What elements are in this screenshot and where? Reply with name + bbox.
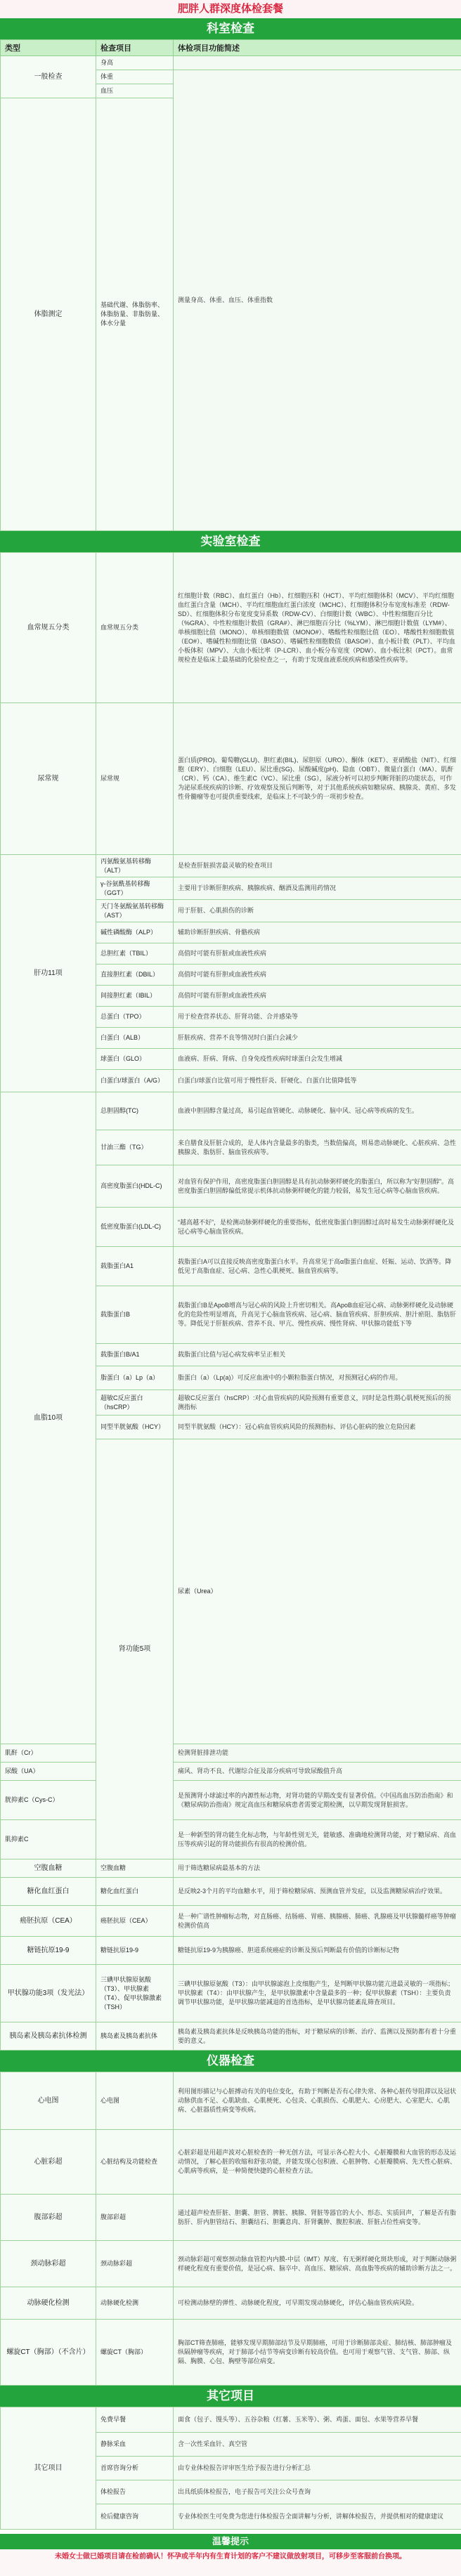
table-row [1, 1937, 461, 1965]
header-desc: 体检项目功能简述 [174, 40, 461, 56]
section-table [0, 2407, 461, 2530]
header-type: 类型 [1, 40, 96, 56]
category-cell: 心脏彩超 [1, 2130, 96, 2195]
item-cell: γ-谷氨酰基转移酶（GGT） [96, 877, 174, 900]
description-cell: 同型半胱氨酸（HCY）：冠心病血管疾病风险的预测指标、评估心脏病的独立危险因素 [174, 1416, 461, 1439]
description-cell: 三碘甲状腺原氨酸（T3）：由甲状腺滤泡上皮细胞产生，是判断甲状腺功能亢进最灵敏的一项指标；甲状腺素（T4）：由甲状腺产生，是甲状腺激素中含量最多的一种；促甲状腺素（TSH）：主要负责调节甲状腺功能，是甲状腺功能减退的首选指标，是甲状腺功能紊乱筛查项目。 [174, 1965, 461, 2022]
description-cell: 面食（包子、馒头等）、五谷杂粮（红薯、玉米等）、粥、鸡蛋、面包、水果等营养早餐 [174, 2407, 461, 2433]
section-title: 其它项目 [0, 2386, 461, 2407]
header-item: 检查项目 [96, 40, 174, 56]
page-title: 肥胖人群深度体检套餐 [0, 0, 461, 18]
description-cell [174, 56, 461, 70]
description-cell: 颈动脉彩超可观察颈动脉血管腔内内膜-中层（IMT）厚度、有无粥样硬化斑块形成，对于判断动脉粥样硬化程度有重要价值，是冠心病、脑卒中、高血压、糖尿病、高血脂等疾病的辅助诊断方法之一。 [174, 2241, 461, 2287]
category-cell: 尿常规 [1, 703, 96, 855]
section-table [0, 2072, 461, 2386]
tips-text: 未婚女士做已婚项目请在检前确认！怀孕或半年内有生育计划的客户不建议做放射项目，可移步至客服前台换项。 [0, 2549, 461, 2576]
description-cell: 是预测肾小球滤过率的内源性标志物，对肾功能的早期改变有显著价值。《中国高血压防治指南》和《糖尿病防治指南》规定高血压和糖尿病患者需要定期检测，以早期发现肾脏损害。 [174, 1781, 461, 1820]
item-cell: 体重 [96, 70, 174, 84]
table-row [1, 2022, 461, 2051]
item-cell: 尿常规 [96, 703, 174, 855]
sections-container [0, 18, 461, 2530]
item-cell: 超敏C反应蛋白（hsCRP） [96, 1390, 174, 1416]
description-cell: 糖链抗原19-9为胰腺癌、胆道系统癌症的诊断及预后判断最有价值的诊断标记物 [174, 1937, 461, 1965]
item-cell: 肌酐（Cr） [1, 1744, 96, 1763]
category-cell: 动脉硬化检测 [1, 2287, 96, 2320]
description-cell: 胰岛素及胰岛素抗体是反映胰岛功能的指标，对于糖尿病的诊断、治疗、监测以及预防都有着十分重要的意义。 [174, 2022, 461, 2051]
description-cell: 通过超声检查肝脏、胆囊、胆管、脾脏、胰腺、肾脏等器官的大小、形态、实质回声，了解是否有脂肪肝、肝内胆管结石、胆囊结石、胆囊息肉、肝肾囊肿、腹腔积液、肝脏占位性病变等。 [174, 2195, 461, 2241]
item-cell: 总蛋白（TPO） [96, 1007, 174, 1028]
table-row [1, 1859, 461, 1878]
category-cell: 血脂10项 [1, 1092, 96, 1744]
item-cell: 球蛋白（GLO） [96, 1049, 174, 1070]
section-title: 仪器检查 [0, 2051, 461, 2072]
item-cell: 空腹血糖 [96, 1859, 174, 1878]
description-cell: 肝脏疾病、营养不良等情况时白蛋白会减少 [174, 1028, 461, 1049]
description-cell: 超敏C反应蛋白（hsCRP）:对心血管疾病的风险预测有重要意义，同时是急性期心肌梗死预后的预测指标 [174, 1390, 461, 1416]
table-row [1, 1744, 461, 1763]
item-cell: 同型半胱氨酸（HCY） [96, 1416, 174, 1439]
description-cell: 可检测动脉壁的弹性、动脉硬化程度，可早期发现动脉硬化，评估心脑血管疾病风险。 [174, 2287, 461, 2320]
description-cell: 痛风、肾功不良、代谢综合征及部分疾病可导致尿酸值升高 [174, 1763, 461, 1781]
category-cell: 空腹血糖 [1, 1859, 96, 1878]
item-cell: 丙氨酸氨基转移酶（ALT） [96, 855, 174, 877]
description-cell: 心脏彩超是用超声波对心脏检查的一种无创方法，可显示各心腔大小、心脏瓣膜和大血管的形态及运动情况，了解心脏的收缩和舒张功能，并能发现心包积液、心脏肿物、心脏瓣膜病、先天性心脏病、心肌病等疾病，是一种简便快捷的心脏检查方法。 [174, 2130, 461, 2195]
item-cell: 颈动脉彩超 [96, 2241, 174, 2287]
category-cell: 腹部彩超 [1, 2195, 96, 2241]
description-cell: 红细胞计数（RBC）、血红蛋白（Hb）、红细胞压积（HCT）、平均红细胞体积（MCV）、平均红细胞血红蛋白含量（MCH）、平均红细胞血红蛋白浓度（MCHC）、红细胞体积分布宽度标准差（RDW-SD）、红细胞体积分布宽度变异系数（RDW-CV）、白细胞计数（WBC）、中性粒细胞百分比（%GRA）、中性粒细胞计数值（GRA#）、淋巴细胞百分比（%LYM）、淋巴细胞计数值（LYM#）、单核细胞比值（MONO）、单核细胞数值（MONO#）、嗜酸性粒细胞比值（EO）、嗜酸性粒细胞数值（EO#）、嗜碱性粒细胞比值（BASO）、嗜碱性粒细胞数值（BASO#）、血小板计数（PLT）、平均血小板体积（MPV）、大血小板比率（P-LCR）、血小板分布宽度（PDW）、血小板比积（PCT）。血常规检查是临床上最基础的化验检查之一，有助于发现血液系统疾病和感染性疾病等。 [174, 553, 461, 703]
table-row [1, 1092, 461, 1130]
description-cell: 检测肾脏排泄功能 [174, 1744, 461, 1763]
description-cell: 高值时可能有肝胆或血液性疾病 [174, 986, 461, 1007]
item-cell: 间接胆红素（IBIL） [96, 986, 174, 1007]
header-row [1, 40, 461, 56]
description-cell: 辅助诊断肝胆疾病、骨骼疾病 [174, 922, 461, 943]
item-cell: 血常规五分类 [96, 553, 174, 703]
table-row [1, 855, 461, 877]
description-cell: 用于筛选糖尿病最基本的方法 [174, 1859, 461, 1878]
category-cell: 肾功能5项 [96, 1439, 174, 1859]
table-row [1, 703, 461, 855]
table-row [1, 1906, 461, 1937]
item-cell: 甘油三酯（TG） [96, 1130, 174, 1165]
item-cell: 基础代谢、体脂肪率、体脂肪量、非脂肪量、体水分量 [96, 98, 174, 531]
description-cell: 用于检查营养状态、肝肾功能、合并感染等 [174, 1007, 461, 1028]
item-cell: 尿素（Urea） [174, 1439, 461, 1744]
table-row [1, 553, 461, 703]
item-cell: 脂蛋白（a）Lp（a） [96, 1366, 174, 1390]
description-cell: 白蛋白/球蛋白比值可用于慢性肝炎、肝硬化、白蛋白比值降低等 [174, 1070, 461, 1092]
item-cell: 载脂蛋白A1 [96, 1247, 174, 1286]
description-cell: 主要用于诊断肝胆疾病、胰腺疾病、酗酒及监测用药情况 [174, 877, 461, 900]
category-cell: 螺旋CT（胸部）（不含片） [1, 2320, 96, 2386]
description-cell: 脂蛋白（a）（Lp(a)）可反应血液中的小颗粒脂蛋白情况，对预测冠心病的作用。 [174, 1366, 461, 1390]
item-cell: 动脉硬化检测 [96, 2287, 174, 2320]
item-cell: 血压 [96, 84, 174, 98]
item-cell: 尿酸（UA） [1, 1763, 96, 1781]
item-cell: 载脂蛋白B/A1 [96, 1344, 174, 1366]
table-row [1, 56, 461, 70]
category-cell: 癌胚抗原（CEA） [1, 1906, 96, 1937]
item-cell: 癌胚抗原（CEA） [96, 1906, 174, 1937]
description-cell: 来自膳食及肝脏合成的，是人体内含量最多的脂类，当数值偏高，则易患动脉硬化、心脏疾病、急性胰腺炎、脂肪肝、脑血管疾病等。 [174, 1130, 461, 1165]
tips-title: 温馨提示 [0, 2534, 461, 2549]
item-cell: 免费早餐 [96, 2407, 174, 2433]
table-row [1, 1878, 461, 1906]
description-cell: 由专业体检报告评审医生给予报告进行分析汇总 [174, 2457, 461, 2480]
category-cell: 一般检查 [1, 56, 96, 98]
item-cell: 三碘甲状腺原氨酸（T3）、甲状腺素（T4）、促甲状腺激素（TSH） [96, 1965, 174, 2022]
item-cell: 糖化血红蛋白 [96, 1878, 174, 1906]
item-cell: 心电图 [96, 2072, 174, 2130]
item-cell: 白蛋白（ALB） [96, 1028, 174, 1049]
table-row [1, 2407, 461, 2433]
item-cell: 肌抑素C [1, 1820, 96, 1859]
item-cell: 天门冬氨酸氨基转移酶（AST） [96, 900, 174, 922]
description-cell: 蛋白质(PRO)、葡萄糖(GLU)、胆红素(BIL)、尿胆原（URO）、酮体（KET）、亚硝酸盐（NIT）、红细胞（ERY）、白细胞（LEU）、尿比重(SG)、尿酸碱度(pH)、隐血（OBT）、微量白蛋白（MA）、肌酐（CR）、钙（CA）、维生素C（VC）、尿比重（SG），尿液分析可以初步判断肾脏的功能状态，可作为泌尿系统疾病的诊断、疗效观察及预后判断等，对于其他系统疾病如糖尿病、胰腺炎、黄疸、多发性骨髓瘤等也可提供重要线索，是临床上不可缺少的一项初步检查。 [174, 703, 461, 855]
section-title: 实验室检查 [0, 531, 461, 552]
description-cell: 血液中胆固醇含量过高，易引起血管硬化、动脉硬化、脑中风、冠心病等疾病的发生。 [174, 1092, 461, 1130]
item-cell: 总胆固醇(TC) [96, 1092, 174, 1130]
item-cell: 糖链抗原19-9 [96, 1937, 174, 1965]
item-cell: 白蛋白/球蛋白（A/G） [96, 1070, 174, 1092]
description-cell: 胸部CT筛查肺癌，能够发现早期肺部结节及早期肺癌，可用于诊断肺部炎症、肺结核、肺部肿瘤及纵隔肿瘤等疾病，对于肺部小结节等病变诊断有较高价值。也可用于观察气管、支气管、肺部、纵隔、胸膜、心包、胸壁等部位病变。 [174, 2320, 461, 2386]
table-row [1, 2320, 461, 2386]
item-cell: 体检报告 [96, 2480, 174, 2504]
table-row [1, 2195, 461, 2241]
item-cell: 胱抑素C（Cys-C） [1, 1781, 96, 1820]
table-row [1, 2130, 461, 2195]
description-cell: “越高越不好”，是检测动脉粥样硬化的重要指标，低密度脂蛋白胆固醇过高时易发生动脉粥样硬化及冠心病等心脑血管疾病。 [174, 1208, 461, 1247]
category-cell: 胰岛素及胰岛素抗体检测 [1, 2022, 96, 2051]
category-cell: 其它项目 [1, 2407, 96, 2530]
description-cell: 对血管有保护作用，高密度脂蛋白胆固醇是具有抗动脉粥样硬化的脂蛋白，所以称为“好胆固醇”。高密度脂蛋白胆固醇偏低常提示机体抗动脉粥样硬化的能力较弱，易发生冠心病等心脑血管疾病。 [174, 1165, 461, 1208]
table-row [1, 2241, 461, 2287]
category-cell: 肝功11项 [1, 855, 96, 1092]
description-cell: 出具纸质体检报告，电子报告可关注公众号查询 [174, 2480, 461, 2504]
description-cell: 载脂蛋白B是ApoB增高与冠心病的风险上升密切相关。高ApoB血症冠心病、动脉粥样硬化及动脉硬化的危险性明显增高，升高见于心脑血管疾病、冠心病、脑血管疾病、肝胆疾病、胆汁瘀阻、脂肪肝等。降低见于肝脏疾病、营养不良、甲亢、慢性疾病、慢性肾病、甲状腺功能低下等 [174, 1286, 461, 1344]
description-cell: 利用图形描记与心脏搏动有关的电位变化，有助于判断是否有心律失常、各种心脏传导阻滞以及冠状动脉供血不足、心肌缺血、心肌梗死、心包炎、心肌损伤、心肌肥大、心房肥大、心室肥大、心肌病、心脏器质性病变等疾病。 [174, 2072, 461, 2130]
category-cell: 颈动脉彩超 [1, 2241, 96, 2287]
table-row [1, 1820, 461, 1859]
item-cell: 高密度脂蛋白(HDL-C) [96, 1165, 174, 1208]
table-row [1, 1781, 461, 1820]
category-cell: 体脂测定 [1, 98, 96, 531]
item-cell: 腹部彩超 [96, 2195, 174, 2241]
description-cell: 高值时可能有肝脏或血液性疾病 [174, 943, 461, 965]
description-cell: 血液病、肝病、肾病、自身免疫性疾病时球蛋白会发生增减 [174, 1049, 461, 1070]
category-cell: 心电图 [1, 2072, 96, 2130]
table-row [1, 1965, 461, 2022]
item-cell: 螺旋CT（胸部） [96, 2320, 174, 2386]
description-cell: 是反映2-3个月的平均血糖水平，用于筛检糖尿病、预测血管并发症，以及监测糖尿病治疗效果。 [174, 1878, 461, 1906]
item-cell: 检后健康咨询 [96, 2504, 174, 2530]
item-cell: 静脉采血 [96, 2433, 174, 2457]
category-cell: 糖化血红蛋白 [1, 1878, 96, 1906]
category-cell: 糖链抗原19-9 [1, 1937, 96, 1965]
item-cell: 直接胆红素（DBIL） [96, 965, 174, 986]
item-cell: 碱性磷酸酶（ALP） [96, 922, 174, 943]
section-table [0, 39, 461, 531]
description-cell: 含一次性采血针、真空管 [174, 2433, 461, 2457]
description-cell: 专业体检医生可免费为您进行体检报告全面讲解与分析，讲解体检报告，并提供相对的健康建议 [174, 2504, 461, 2530]
item-cell: 总胆红素（TBIL） [96, 943, 174, 965]
item-cell: 首席咨询分析 [96, 2457, 174, 2480]
section-title: 科室检查 [0, 18, 461, 39]
description-cell: 高值时可能有肝胆或血液性疾病 [174, 965, 461, 986]
section-table [0, 552, 461, 2051]
description-cell: 测量身高、体重、血压、体重指数 [174, 70, 461, 531]
table-row [1, 2072, 461, 2130]
item-cell: 低密度脂蛋白(LDL-C) [96, 1208, 174, 1247]
item-cell: 载脂蛋白B [96, 1286, 174, 1344]
description-cell: 载脂蛋白A可以直接反映高密度脂蛋白水平。升高常见于高α脂蛋白血症、妊娠、运动、饮酒等。降低见于高脂血症、冠心病、急性心肌梗死、脑血管疾病等。 [174, 1247, 461, 1286]
table-row [1, 1763, 461, 1781]
table-row [1, 2287, 461, 2320]
category-cell: 甲状腺功能3项（发光法） [1, 1965, 96, 2022]
item-cell: 胰岛素及胰岛素抗体 [96, 2022, 174, 2051]
description-cell: 用于肝脏、心肌损伤的诊断 [174, 900, 461, 922]
item-cell: 身高 [96, 56, 174, 70]
description-cell: 是检查肝脏损害最灵敏的检查项目 [174, 855, 461, 877]
category-cell: 血常规五分类 [1, 553, 96, 703]
description-cell: 是一种新型的肾功能生化标志物，与年龄性别无关，能敏感、准确地检测肾功能，对于糖尿病、高血压等疾病引起的肾功能损伤有很高的检测价值。 [174, 1820, 461, 1859]
description-cell: 载脂蛋白比值与冠心病发病率呈正相关 [174, 1344, 461, 1366]
description-cell: 是一种广谱性肿瘤标志物，对直肠癌、结肠癌、胃癌、胰腺癌、肺癌、乳腺癌及甲状腺髓样癌等肿瘤检测价值高 [174, 1906, 461, 1937]
item-cell: 心脏结构及功能检查 [96, 2130, 174, 2195]
